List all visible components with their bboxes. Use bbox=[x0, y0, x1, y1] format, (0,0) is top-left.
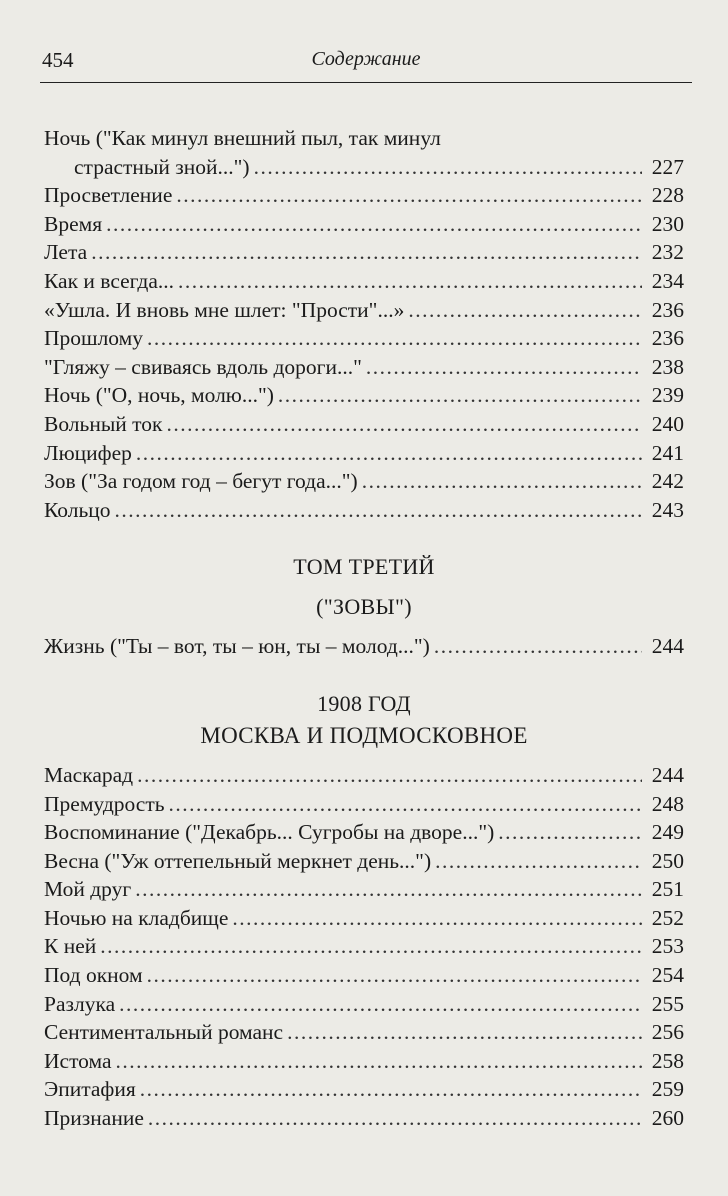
toc-entry-title: Ночь ("Как минул внешний пыл, так минул bbox=[44, 126, 441, 150]
toc-entry-title: Разлука bbox=[44, 991, 116, 1016]
toc-entry-title: "Гляжу – свиваясь вдоль дороги..." bbox=[44, 354, 362, 379]
toc-entry-title: Лета bbox=[44, 240, 88, 265]
toc-entry-page: 239 bbox=[651, 383, 684, 408]
leader-dots bbox=[166, 410, 642, 439]
toc-entry-title: Воспоминание ("Декабрь... Сугробы на дворе...") bbox=[44, 820, 495, 845]
toc-entry-page: 255 bbox=[651, 991, 684, 1016]
toc-entry-page: 254 bbox=[651, 963, 684, 988]
toc-entry bbox=[44, 467, 684, 496]
toc-entry-title: Люцифер bbox=[44, 440, 132, 465]
toc-entry-page: 259 bbox=[651, 1077, 684, 1102]
toc-entry-page: 244 bbox=[651, 634, 684, 659]
toc-entry-page: 244 bbox=[651, 762, 684, 787]
leader-dots bbox=[498, 818, 642, 847]
leader-dots bbox=[147, 324, 642, 353]
toc-entry bbox=[44, 210, 684, 239]
leader-dots bbox=[136, 439, 642, 468]
leader-dots bbox=[169, 790, 642, 819]
leader-dots bbox=[100, 932, 642, 961]
toc-entry bbox=[44, 267, 684, 296]
toc-entry-title: Мой друг bbox=[44, 877, 132, 902]
toc-entry-title: Ночью на кладбище bbox=[44, 905, 229, 930]
toc-entry-page: 236 bbox=[651, 297, 684, 322]
toc-entry-title: Сентиментальный романс bbox=[44, 1020, 284, 1045]
toc-entry-page: 249 bbox=[651, 820, 684, 845]
toc-entry-page: 240 bbox=[651, 411, 684, 436]
toc-block-1 bbox=[44, 124, 684, 524]
leader-dots bbox=[137, 761, 642, 790]
leader-dots bbox=[434, 632, 642, 661]
leader-dots bbox=[106, 210, 642, 239]
leader-dots bbox=[254, 153, 642, 182]
toc-entry bbox=[44, 1075, 684, 1104]
toc-entry bbox=[44, 496, 684, 525]
section-year: 1908 ГОД bbox=[317, 690, 411, 716]
leader-dots bbox=[148, 1104, 642, 1133]
leader-dots bbox=[135, 875, 642, 904]
toc-entry-title: Время bbox=[44, 211, 103, 236]
toc-entry bbox=[44, 1047, 684, 1076]
leader-dots bbox=[119, 990, 642, 1019]
toc-entry bbox=[44, 990, 684, 1019]
toc-block-3 bbox=[44, 761, 684, 1133]
toc-entry bbox=[44, 875, 684, 904]
leader-dots bbox=[366, 353, 642, 382]
toc-entry-title: Премудрость bbox=[44, 791, 165, 816]
toc-entry bbox=[44, 439, 684, 468]
toc-entry-title: Зов ("За годом год – бегут года...") bbox=[44, 469, 358, 494]
toc-entry-page: 256 bbox=[651, 1020, 684, 1045]
toc-entry-title: Вольный ток bbox=[44, 411, 163, 436]
leader-dots bbox=[435, 847, 642, 876]
leader-dots bbox=[115, 496, 642, 525]
toc-entry bbox=[44, 632, 684, 661]
page-number: 454 bbox=[42, 48, 74, 72]
toc-entry bbox=[44, 790, 684, 819]
toc-entry bbox=[44, 1104, 684, 1133]
toc-entry-page: 242 bbox=[651, 469, 684, 494]
toc-entry-page: 243 bbox=[651, 497, 684, 522]
leader-dots bbox=[232, 904, 642, 933]
leader-dots bbox=[278, 381, 642, 410]
toc-entry-title: Маскарад bbox=[44, 762, 134, 787]
toc-entry-page: 250 bbox=[651, 848, 684, 873]
toc-entry bbox=[44, 381, 684, 410]
toc-entry-page: 236 bbox=[651, 326, 684, 351]
toc-block-2 bbox=[44, 632, 684, 661]
toc-entry bbox=[44, 410, 684, 439]
leader-dots bbox=[408, 296, 642, 325]
leader-dots bbox=[176, 181, 642, 210]
volume-subtitle: ("ЗОВЫ") bbox=[316, 594, 412, 620]
toc-entry-title: Признание bbox=[44, 1106, 144, 1131]
toc-entry bbox=[44, 153, 684, 182]
toc-entry bbox=[44, 353, 684, 382]
toc-entry-page: 260 bbox=[651, 1106, 684, 1131]
toc-entry bbox=[44, 1018, 684, 1047]
toc-entry bbox=[44, 181, 684, 210]
toc-entry-title: Под окном bbox=[44, 963, 143, 988]
toc-entry-title: Жизнь ("Ты – вот, ты – юн, ты – молод...") bbox=[44, 634, 430, 659]
toc-entry-page: 248 bbox=[651, 791, 684, 816]
table-of-contents bbox=[44, 124, 684, 1133]
toc-entry-title: Истома bbox=[44, 1048, 112, 1073]
leader-dots bbox=[178, 267, 642, 296]
toc-entry bbox=[44, 961, 684, 990]
toc-entry-page: 238 bbox=[651, 354, 684, 379]
volume-title: ТОМ ТРЕТИЙ bbox=[293, 554, 435, 580]
toc-entry-title: страстный зной...") bbox=[74, 154, 250, 179]
toc-entry-title: Кольцо bbox=[44, 497, 111, 522]
toc-entry-title: Прошлому bbox=[44, 326, 144, 351]
toc-entry-page: 228 bbox=[651, 183, 684, 208]
toc-entry-title: Эпитафия bbox=[44, 1077, 136, 1102]
toc-entry-page: 258 bbox=[651, 1048, 684, 1073]
toc-entry-page: 230 bbox=[651, 211, 684, 236]
toc-entry bbox=[44, 324, 684, 353]
leader-dots bbox=[116, 1047, 642, 1076]
leader-dots bbox=[362, 467, 642, 496]
toc-entry bbox=[44, 761, 684, 790]
toc-entry bbox=[44, 296, 684, 325]
toc-entry-page: 234 bbox=[651, 268, 684, 293]
toc-entry-title: Как и всегда... bbox=[44, 268, 175, 293]
section-place: МОСКВА И ПОДМОСКОВНОЕ bbox=[200, 722, 528, 748]
toc-entry-page: 227 bbox=[651, 154, 684, 179]
toc-entry-title: Ночь ("О, ночь, молю...") bbox=[44, 383, 274, 408]
toc-entry bbox=[44, 904, 684, 933]
toc-entry-title: «Ушла. И вновь мне шлет: "Прости"...» bbox=[44, 297, 405, 322]
toc-entry-title: К ней bbox=[44, 934, 97, 959]
running-title: Содержание bbox=[311, 48, 421, 70]
leader-dots bbox=[147, 961, 642, 990]
toc-entry-page: 253 bbox=[651, 934, 684, 959]
toc-entry bbox=[44, 238, 684, 267]
running-header bbox=[40, 46, 692, 83]
toc-entry-page: 241 bbox=[651, 440, 684, 465]
toc-entry-first-line bbox=[44, 124, 684, 153]
toc-entry bbox=[44, 847, 684, 876]
leader-dots bbox=[91, 238, 642, 267]
toc-entry bbox=[44, 818, 684, 847]
leader-dots bbox=[140, 1075, 642, 1104]
toc-entry-page: 252 bbox=[651, 905, 684, 930]
toc-entry-title: Весна ("Уж оттепельный меркнет день...") bbox=[44, 848, 432, 873]
toc-entry bbox=[44, 932, 684, 961]
toc-entry-title: Просветление bbox=[44, 183, 173, 208]
toc-entry-page: 232 bbox=[651, 240, 684, 265]
leader-dots bbox=[287, 1018, 642, 1047]
toc-entry-page: 251 bbox=[651, 877, 684, 902]
